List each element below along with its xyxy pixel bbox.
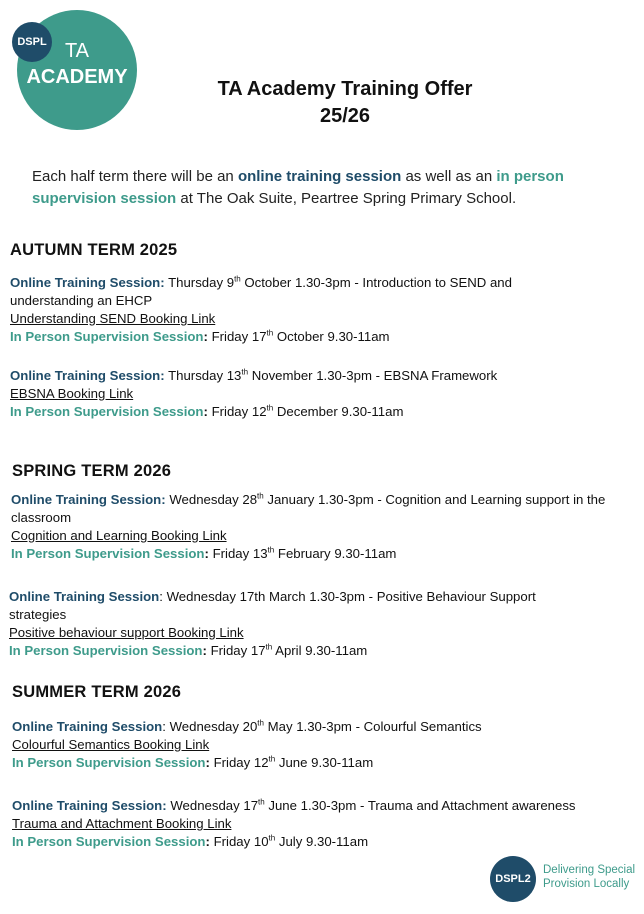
online-highlight: online training session [237, 168, 402, 185]
online-session-line: Online Training Session: Wednesday 20th May 1.30-3pm - Colourful Semantics [12, 718, 482, 734]
understanding-send-booking-link[interactable]: Understanding SEND Booking Link [10, 311, 216, 326]
in-person-session-line: In Person Supervision Session: Friday 17th October 9.30-11am [10, 328, 390, 344]
logo-academy-text: ACADEMY [26, 66, 128, 88]
autumn-term-heading: AUTUMN TERM 2025 [10, 241, 178, 259]
online-session-line: Online Training Session: Wednesday 17th March 1.30-3pm - Positive Behaviour Support strategies [9, 589, 536, 622]
autumn-session-2 [10, 367, 610, 421]
dspl-badge: DSPL [12, 22, 52, 62]
in-person-session-line: In Person Supervision Session: Friday 13th February 9.30-11am [11, 545, 397, 561]
in-person-session-line: In Person Supervision Session: Friday 17th April 9.30-11am [9, 642, 368, 658]
online-session-line: Online Training Session: Wednesday 17th June 1.30-3pm - Trauma and Attachment awareness [12, 797, 576, 813]
footer-tagline: Delivering Special Provision Locally [543, 864, 636, 890]
trauma-attachment-booking-link[interactable]: Trauma and Attachment Booking Link [12, 816, 232, 831]
online-session-line: Online Training Session: Wednesday 28th January 1.30-3pm - Cognition and Learning support in the classroom [11, 491, 606, 525]
intro-paragraph: Each half term there will be an online training session as well as an in person supervision session at The Oak Suite, Peartree Spring Primary School. [32, 168, 564, 207]
spring-session-2 [9, 588, 579, 660]
summer-session-1 [12, 718, 622, 772]
online-session-line: Online Training Session: Thursday 13th November 1.30-3pm - EBSNA Framework [10, 367, 498, 383]
spring-term-heading: SPRING TERM 2026 [12, 462, 172, 480]
logo-ta-text: TA [64, 40, 90, 62]
cognition-learning-booking-link[interactable]: Cognition and Learning Booking Link [11, 528, 227, 543]
in-person-highlight: in person supervision session [32, 168, 564, 207]
colourful-semantics-booking-link[interactable]: Colourful Semantics Booking Link [12, 737, 210, 752]
page-title: TA Academy Training Offer 25/26 [217, 78, 473, 127]
spring-session-1 [11, 491, 636, 563]
ebsna-booking-link[interactable]: EBSNA Booking Link [10, 386, 134, 401]
in-person-session-line: In Person Supervision Session: Friday 12th June 9.30-11am [12, 754, 374, 770]
dspl2-logo: DSPL2 [490, 856, 536, 902]
autumn-session-1 [10, 274, 570, 346]
summer-session-2 [12, 797, 632, 851]
online-session-line: Online Training Session: Thursday 9th October 1.30-3pm - Introduction to SEND and understanding an EHCP [10, 274, 512, 308]
summer-term-heading: SUMMER TERM 2026 [12, 683, 182, 701]
in-person-session-line: In Person Supervision Session: Friday 10th July 9.30-11am [12, 833, 369, 849]
in-person-session-line: In Person Supervision Session: Friday 12th December 9.30-11am [10, 403, 404, 419]
positive-behaviour-booking-link[interactable]: Positive behaviour support Booking Link [9, 625, 244, 640]
